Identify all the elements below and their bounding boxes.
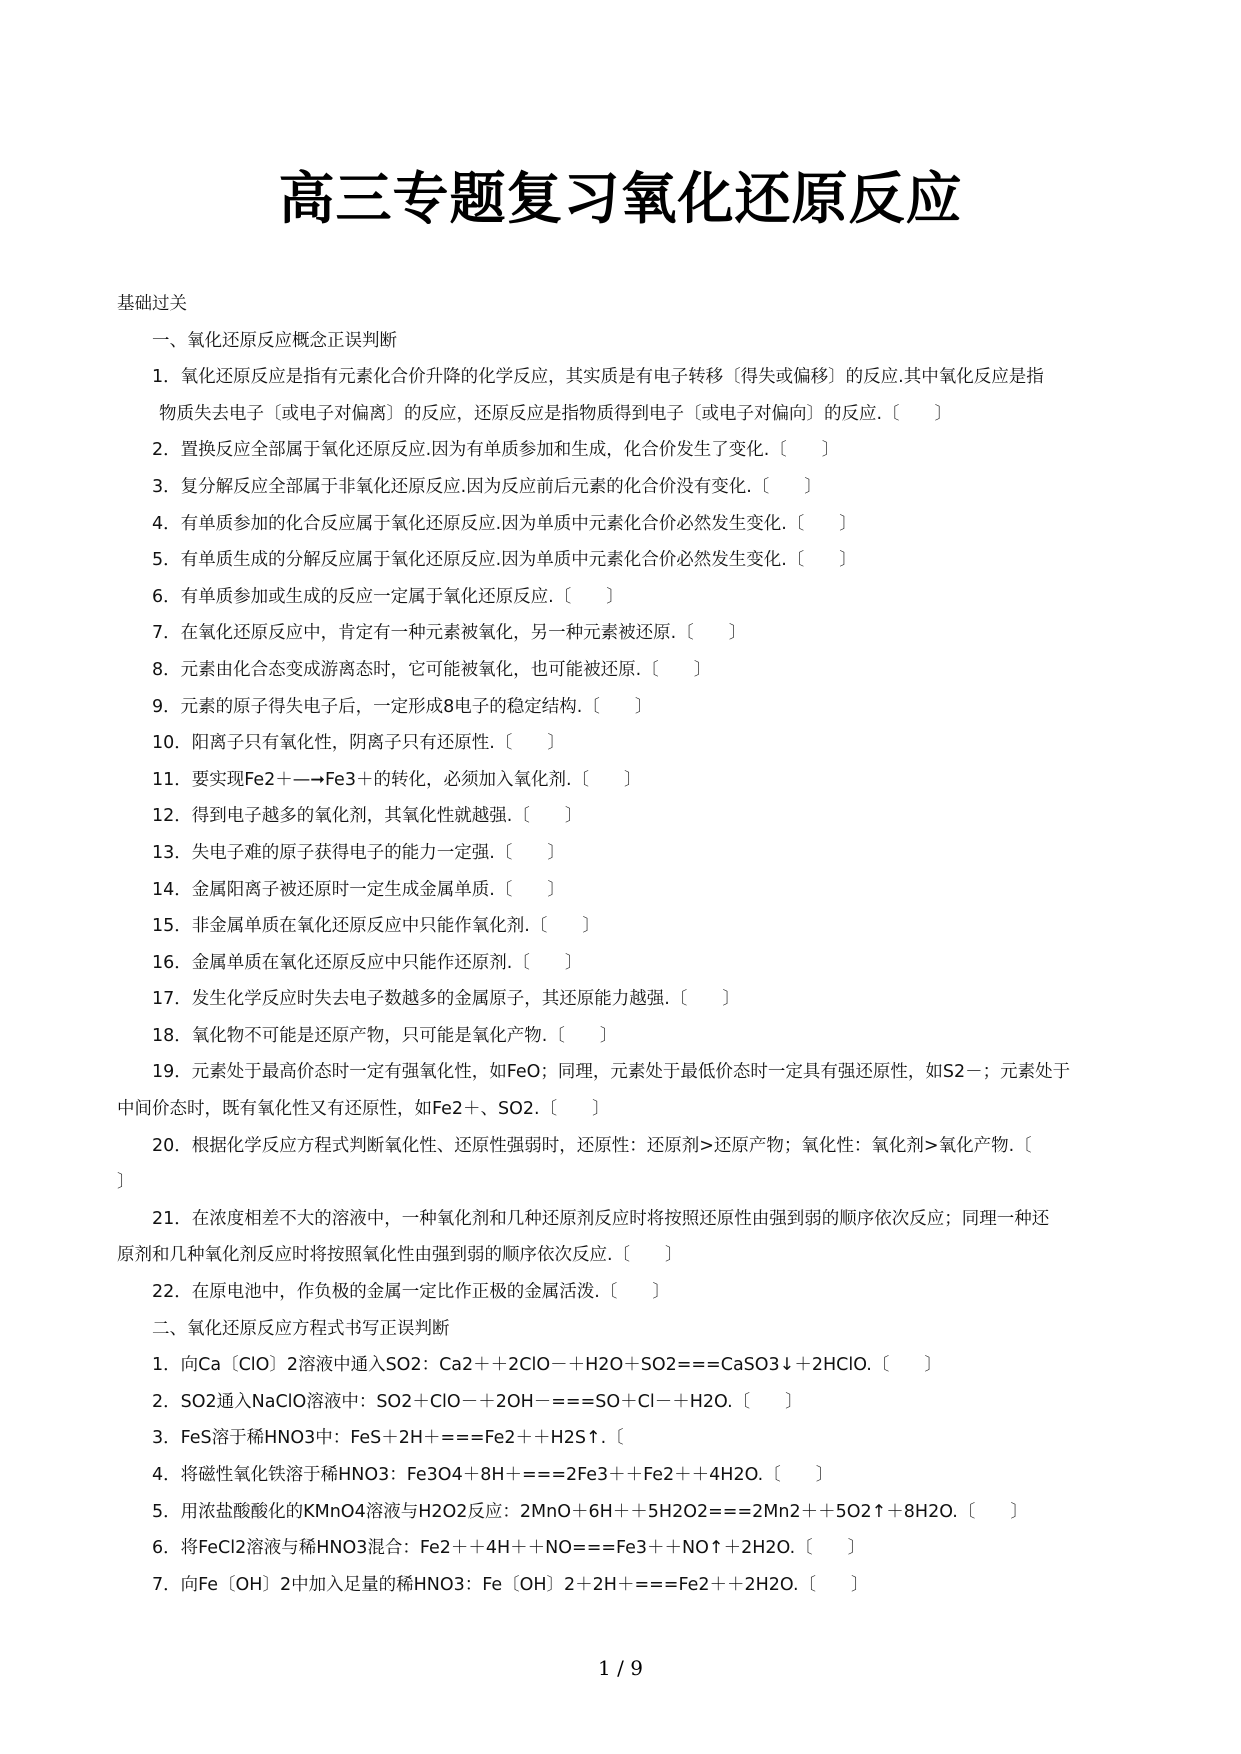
part2-item: 2．SO2通入NaClO溶液中：SO2＋ClO－＋2OH－===SO＋Cl－＋H2O.〔 〕	[152, 1391, 803, 1412]
part2-item: 1．向Ca〔ClO〕2溶液中通入SO2：Ca2＋＋2ClO－＋H2O＋SO2===CaSO3↓＋2HClO.〔 〕	[152, 1355, 942, 1376]
part1-item: 21．在浓度相差不大的溶液中，一种氧化剂和几种还原剂反应时将按照还原性由强到弱的顺序依次反应；同理一种还	[152, 1208, 1050, 1229]
part1-item-continuation: 中间价态时，既有氧化性又有还原性，如Fe2＋、SO2.〔 〕	[117, 1099, 610, 1120]
part1-item: 17．发生化学反应时失去电子数越多的金属原子，其还原能力越强.〔 〕	[152, 989, 740, 1010]
part2-item: 7．向Fe〔OH〕2中加入足量的稀HNO3：Fe〔OH〕2＋2H＋===Fe2＋＋2H2O.〔 〕	[152, 1574, 869, 1595]
part1-heading: 一、氧化还原反应概念正误判断	[152, 330, 397, 351]
part1-item: 8．元素由化合态变成游离态时，它可能被氧化，也可能被还原.〔 〕	[152, 659, 712, 680]
part1-item: 16．金属单质在氧化还原反应中只能作还原剂.〔 〕	[152, 952, 583, 973]
part1-item: 7．在氧化还原反应中，肯定有一种元素被氧化，另一种元素被还原.〔 〕	[152, 623, 747, 644]
section-heading: 基础过关	[117, 294, 187, 314]
part1-item: 19．元素处于最高价态时一定有强氧化性，如FeO；同理，元素处于最低价态时一定具有强还原性，如S2－；元素处于	[152, 1062, 1071, 1083]
part1-item-continuation: 原剂和几种氧化剂反应时将按照氧化性由强到弱的顺序依次反应.〔 〕	[117, 1245, 683, 1266]
part2-heading: 二、氧化还原反应方程式书写正误判断	[152, 1318, 450, 1339]
part1-item: 20．根据化学反应方程式判断氧化性、还原性强弱时，还原性：还原剂>还原产物；氧化性：氧化剂>氧化产物.〔	[152, 1135, 1032, 1156]
part1-item: 15．非金属单质在氧化还原反应中只能作氧化剂.〔 〕	[152, 916, 600, 937]
document-body	[117, 286, 1127, 1603]
part2-item: 5．用浓盐酸酸化的KMnO4溶液与H2O2反应：2MnO＋6H＋＋5H2O2===2Mn2＋＋5O2↑＋8H2O.〔 〕	[152, 1501, 1028, 1522]
part1-item: 13．失电子难的原子获得电子的能力一定强.〔 〕	[152, 842, 565, 863]
part1-item: 18．氧化物不可能是还原产物，只可能是氧化产物.〔 〕	[152, 1025, 618, 1046]
part1-item: 9．元素的原子得失电子后，一定形成8电子的稳定结构.〔 〕	[152, 696, 653, 717]
part1-item: 2．置换反应全部属于氧化还原反应.因为有单质参加和生成，化合价发生了变化.〔 〕	[152, 440, 840, 461]
part1-item: 5．有单质生成的分解反应属于氧化还原反应.因为单质中元素化合价必然发生变化.〔 〕	[152, 550, 857, 571]
part1-item: 11．要实现Fe2＋—➞Fe3＋的转化，必须加入氧化剂.〔 〕	[152, 769, 642, 790]
part1-item: 1．氧化还原反应是指有元素化合价升降的化学反应，其实质是有电子转移〔得失或偏移〕的反应.其中氧化反应是指	[152, 367, 1044, 388]
page-number: 1 / 9	[598, 1656, 643, 1680]
part2-item: 3．FeS溶于稀HNO3中：FeS＋2H＋===Fe2＋＋H2S↑.〔	[152, 1428, 624, 1449]
part2-item: 4．将磁性氧化铁溶于稀HNO3：Fe3O4＋8H＋===2Fe3＋＋Fe2＋＋4H2O.〔 〕	[152, 1465, 834, 1485]
part1-item: 22．在原电池中，作负极的金属一定比作正极的金属活泼.〔 〕	[152, 1282, 670, 1303]
part1-item: 4．有单质参加的化合反应属于氧化还原反应.因为单质中元素化合价必然发生变化.〔 〕	[152, 513, 857, 534]
part1-item: 12．得到电子越多的氧化剂，其氧化性就越强.〔 〕	[152, 806, 583, 827]
part1-item: 3．复分解反应全部属于非氧化还原反应.因为反应前后元素的化合价没有变化.〔 〕	[152, 476, 822, 497]
part1-item-continuation: 〕	[117, 1172, 135, 1193]
part1-item-continuation: 物质失去电子〔或电子对偏离〕的反应，还原反应是指物质得到电子〔或电子对偏向〕的反应.〔 〕	[159, 403, 953, 424]
part2-item: 6．将FeCl2溶液与稀HNO3混合：Fe2＋＋4H＋＋NO===Fe3＋＋NO↑＋2H2O.〔 〕	[152, 1538, 866, 1559]
part1-item: 10．阳离子只有氧化性，阴离子只有还原性.〔 〕	[152, 733, 565, 754]
part1-item: 6．有单质参加或生成的反应一定属于氧化还原反应.〔 〕	[152, 586, 624, 607]
document-title: 高三专题复习氧化还原反应	[278, 167, 963, 232]
part1-item: 14．金属阳离子被还原时一定生成金属单质.〔 〕	[152, 879, 565, 900]
